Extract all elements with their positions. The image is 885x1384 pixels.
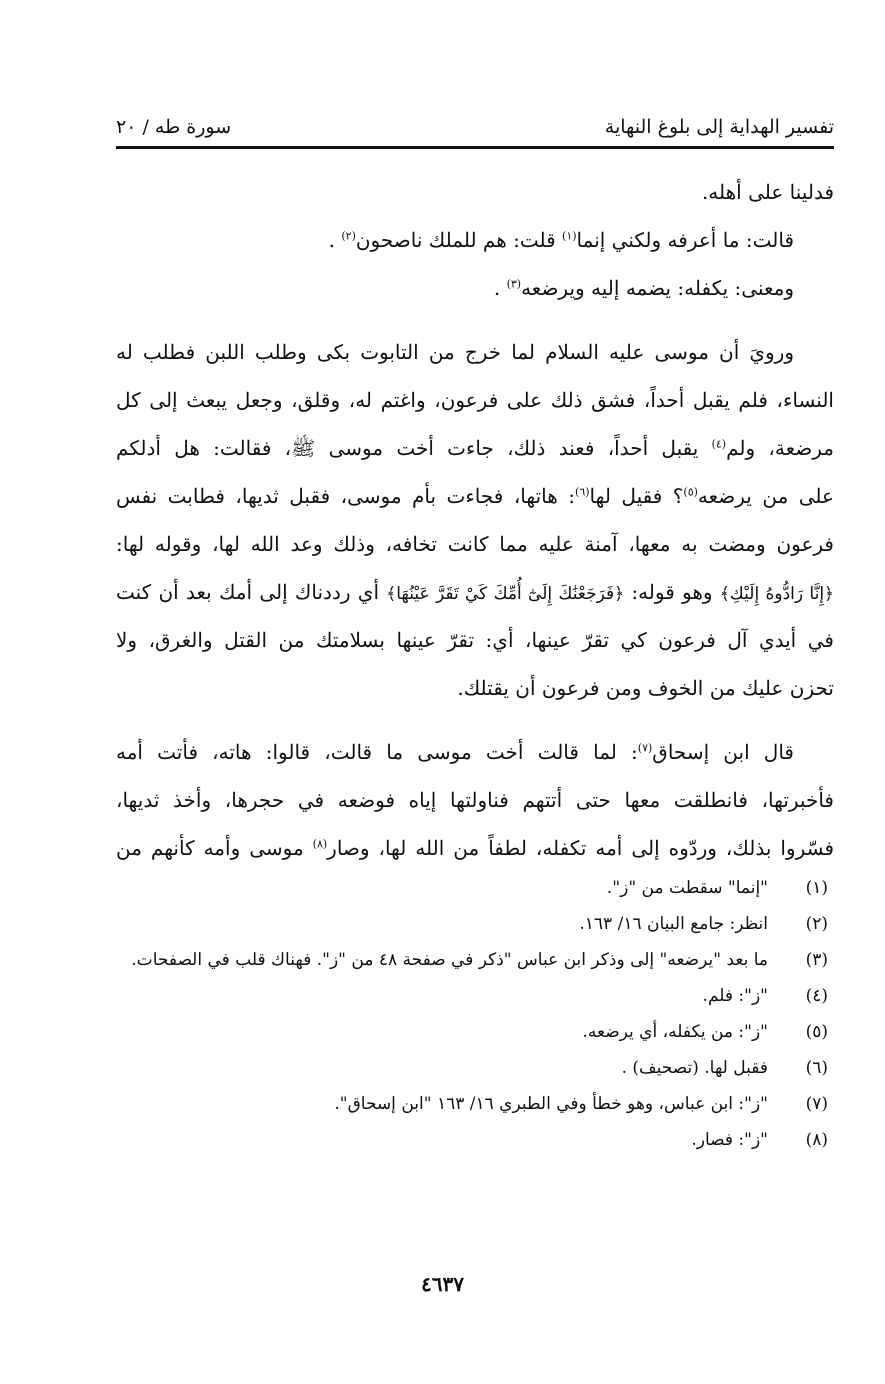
footnote-text: "إنما" سقطت من "ز". xyxy=(606,878,768,898)
surah-reference: سورة طه / ٢٠ xyxy=(116,116,232,138)
text-line: قالت: ما أعرفه ولكني إنما$^{(١)}$ قلت: هم للملك ناصحون$^{(٢)}$ . xyxy=(328,228,794,252)
footnote xyxy=(116,870,834,906)
header-rule xyxy=(116,146,834,149)
quran-verse: ﴿إِنَّا رَادُّوهُ إِلَيْكِ﴾ xyxy=(719,584,834,604)
footnote-number: (٤) xyxy=(805,986,828,1006)
text-line: ومعنى: يكفله: يضمه إليه ويرضعه$^{(٣)}$ . xyxy=(493,276,794,300)
footnote-number: (٧) xyxy=(805,1094,828,1114)
text-line: ﴿إِنَّا رَادُّوهُ إِلَيْكِ﴾ وهو قوله: ﴿فَرَجَعْنَٰكَ إِلَىٰٓ أُمِّكَ كَيْ تَقَرَّ عَيْنُهَا﴾ أي رددناك إلى أمك بعد أن كنت xyxy=(116,580,834,604)
footnote xyxy=(116,942,834,978)
footnote xyxy=(116,1050,834,1086)
footnote-text: انظر: جامع البيان ١٦/ ١٦٣. xyxy=(579,914,768,934)
footnote-text: فقبل لها. (تصحيف) . xyxy=(621,1058,768,1078)
footnote-text: "ز": فصار. xyxy=(691,1130,768,1150)
footnote-ref[interactable]: (١) xyxy=(562,229,577,243)
text-line: مرضعة، ولم$^{(٤)}$ يقبل أحداً، فعند ذلك، جاءت أخت موسى ﷺ، فقالت: هل أدلكم xyxy=(116,436,834,460)
footnote xyxy=(116,978,834,1014)
text-line: النساء، فلم يقبل أحداً، فشق ذلك على فرعون، واغتم له، وقلق، وجعل يبعث إلى كل xyxy=(116,388,834,412)
footnote-number: (٨) xyxy=(805,1130,828,1150)
footnote-text: "ز": ابن عباس، وهو خطأ وفي الطبري ١٦/ ١٦٣ "ابن إسحاق". xyxy=(334,1094,768,1114)
text-line: على من يرضعه$^{(٥)}$؟ فقيل لها$^{(٦)}$: هاتها، فجاءت بأم موسى، فقبل ثديها، فطابت نفس xyxy=(116,484,834,508)
footnote xyxy=(116,906,834,942)
book-title: تفسير الهداية إلى بلوغ النهاية xyxy=(604,116,834,138)
footnote-number: (٣) xyxy=(805,950,828,970)
text-line: فرعون ومضت به معها، آمنة عليه مما كانت تخافه، وذلك وعد الله لها، وقوله لها: xyxy=(116,532,834,556)
page-number: ٤٦٣٧ xyxy=(421,1272,464,1296)
text-line: فأخبرتها، فانطلقت معها حتى أتتهم فناولتها إياه فوضعه في حجرها، وأخذ ثديها، xyxy=(116,788,834,812)
footnote-text: ما بعد "يرضعه" إلى وذكر ابن عباس "ذكر في صفحة ٤٨ من "ز". فهناك قلب في الصفحات. xyxy=(131,950,768,970)
footnote-ref[interactable]: (٧) xyxy=(637,741,653,755)
text-line: قال ابن إسحاق$^{(٧)}$: لما قالت أخت موسى ما قالت، قالوا: هاته، فأتت أمه xyxy=(116,740,794,764)
footnote-number: (٦) xyxy=(805,1058,828,1078)
paragraph-gap xyxy=(116,312,834,328)
footnotes xyxy=(116,870,834,1158)
text-line: ورويَ أن موسى عليه السلام لما خرج من التابوت بكى وطلب اللبن فطلب له xyxy=(116,340,794,364)
footnote-ref[interactable]: (٢) xyxy=(341,229,356,243)
paragraph-gap xyxy=(116,712,834,728)
footnote-ref[interactable]: (٦) xyxy=(575,485,590,499)
footnote-ref[interactable]: (٥) xyxy=(683,485,698,499)
text-line: في أيدي آل فرعون كي تقرّ عينها، أي: تقرّ عينها بسلامتك من القتل والغرق، ولا xyxy=(116,628,834,652)
footnote xyxy=(116,1086,834,1122)
footnote xyxy=(116,1014,834,1050)
footnote-number: (٢) xyxy=(805,914,828,934)
footnote-ref[interactable]: (٨) xyxy=(312,837,328,851)
footnote-ref[interactable]: (٤) xyxy=(711,437,727,451)
text-line: فسّروا بذلك، وردّوه إلى أمه تكفله، لطفاً من الله لها، وصار$^{(٨)}$ موسى وأمه كأنهم من xyxy=(116,836,834,860)
footnote xyxy=(116,1122,834,1158)
footnote-ref[interactable]: (٣) xyxy=(506,277,522,291)
footnote-number: (١) xyxy=(805,878,828,898)
text-line: فدلينا على أهله. xyxy=(701,180,834,204)
main-text xyxy=(116,168,834,872)
footnote-text: "ز": فلم. xyxy=(702,986,768,1006)
footnote-text: "ز": من يكفله، أي يرضعه. xyxy=(582,1022,768,1042)
text-line: تحزن عليك من الخوف ومن فرعون أن يقتلك. xyxy=(457,676,834,700)
footnote-number: (٥) xyxy=(805,1022,828,1042)
quran-verse: ﴿فَرَجَعْنَٰكَ إِلَىٰٓ أُمِّكَ كَيْ تَقَرَّ عَيْنُهَا﴾ xyxy=(386,584,625,604)
